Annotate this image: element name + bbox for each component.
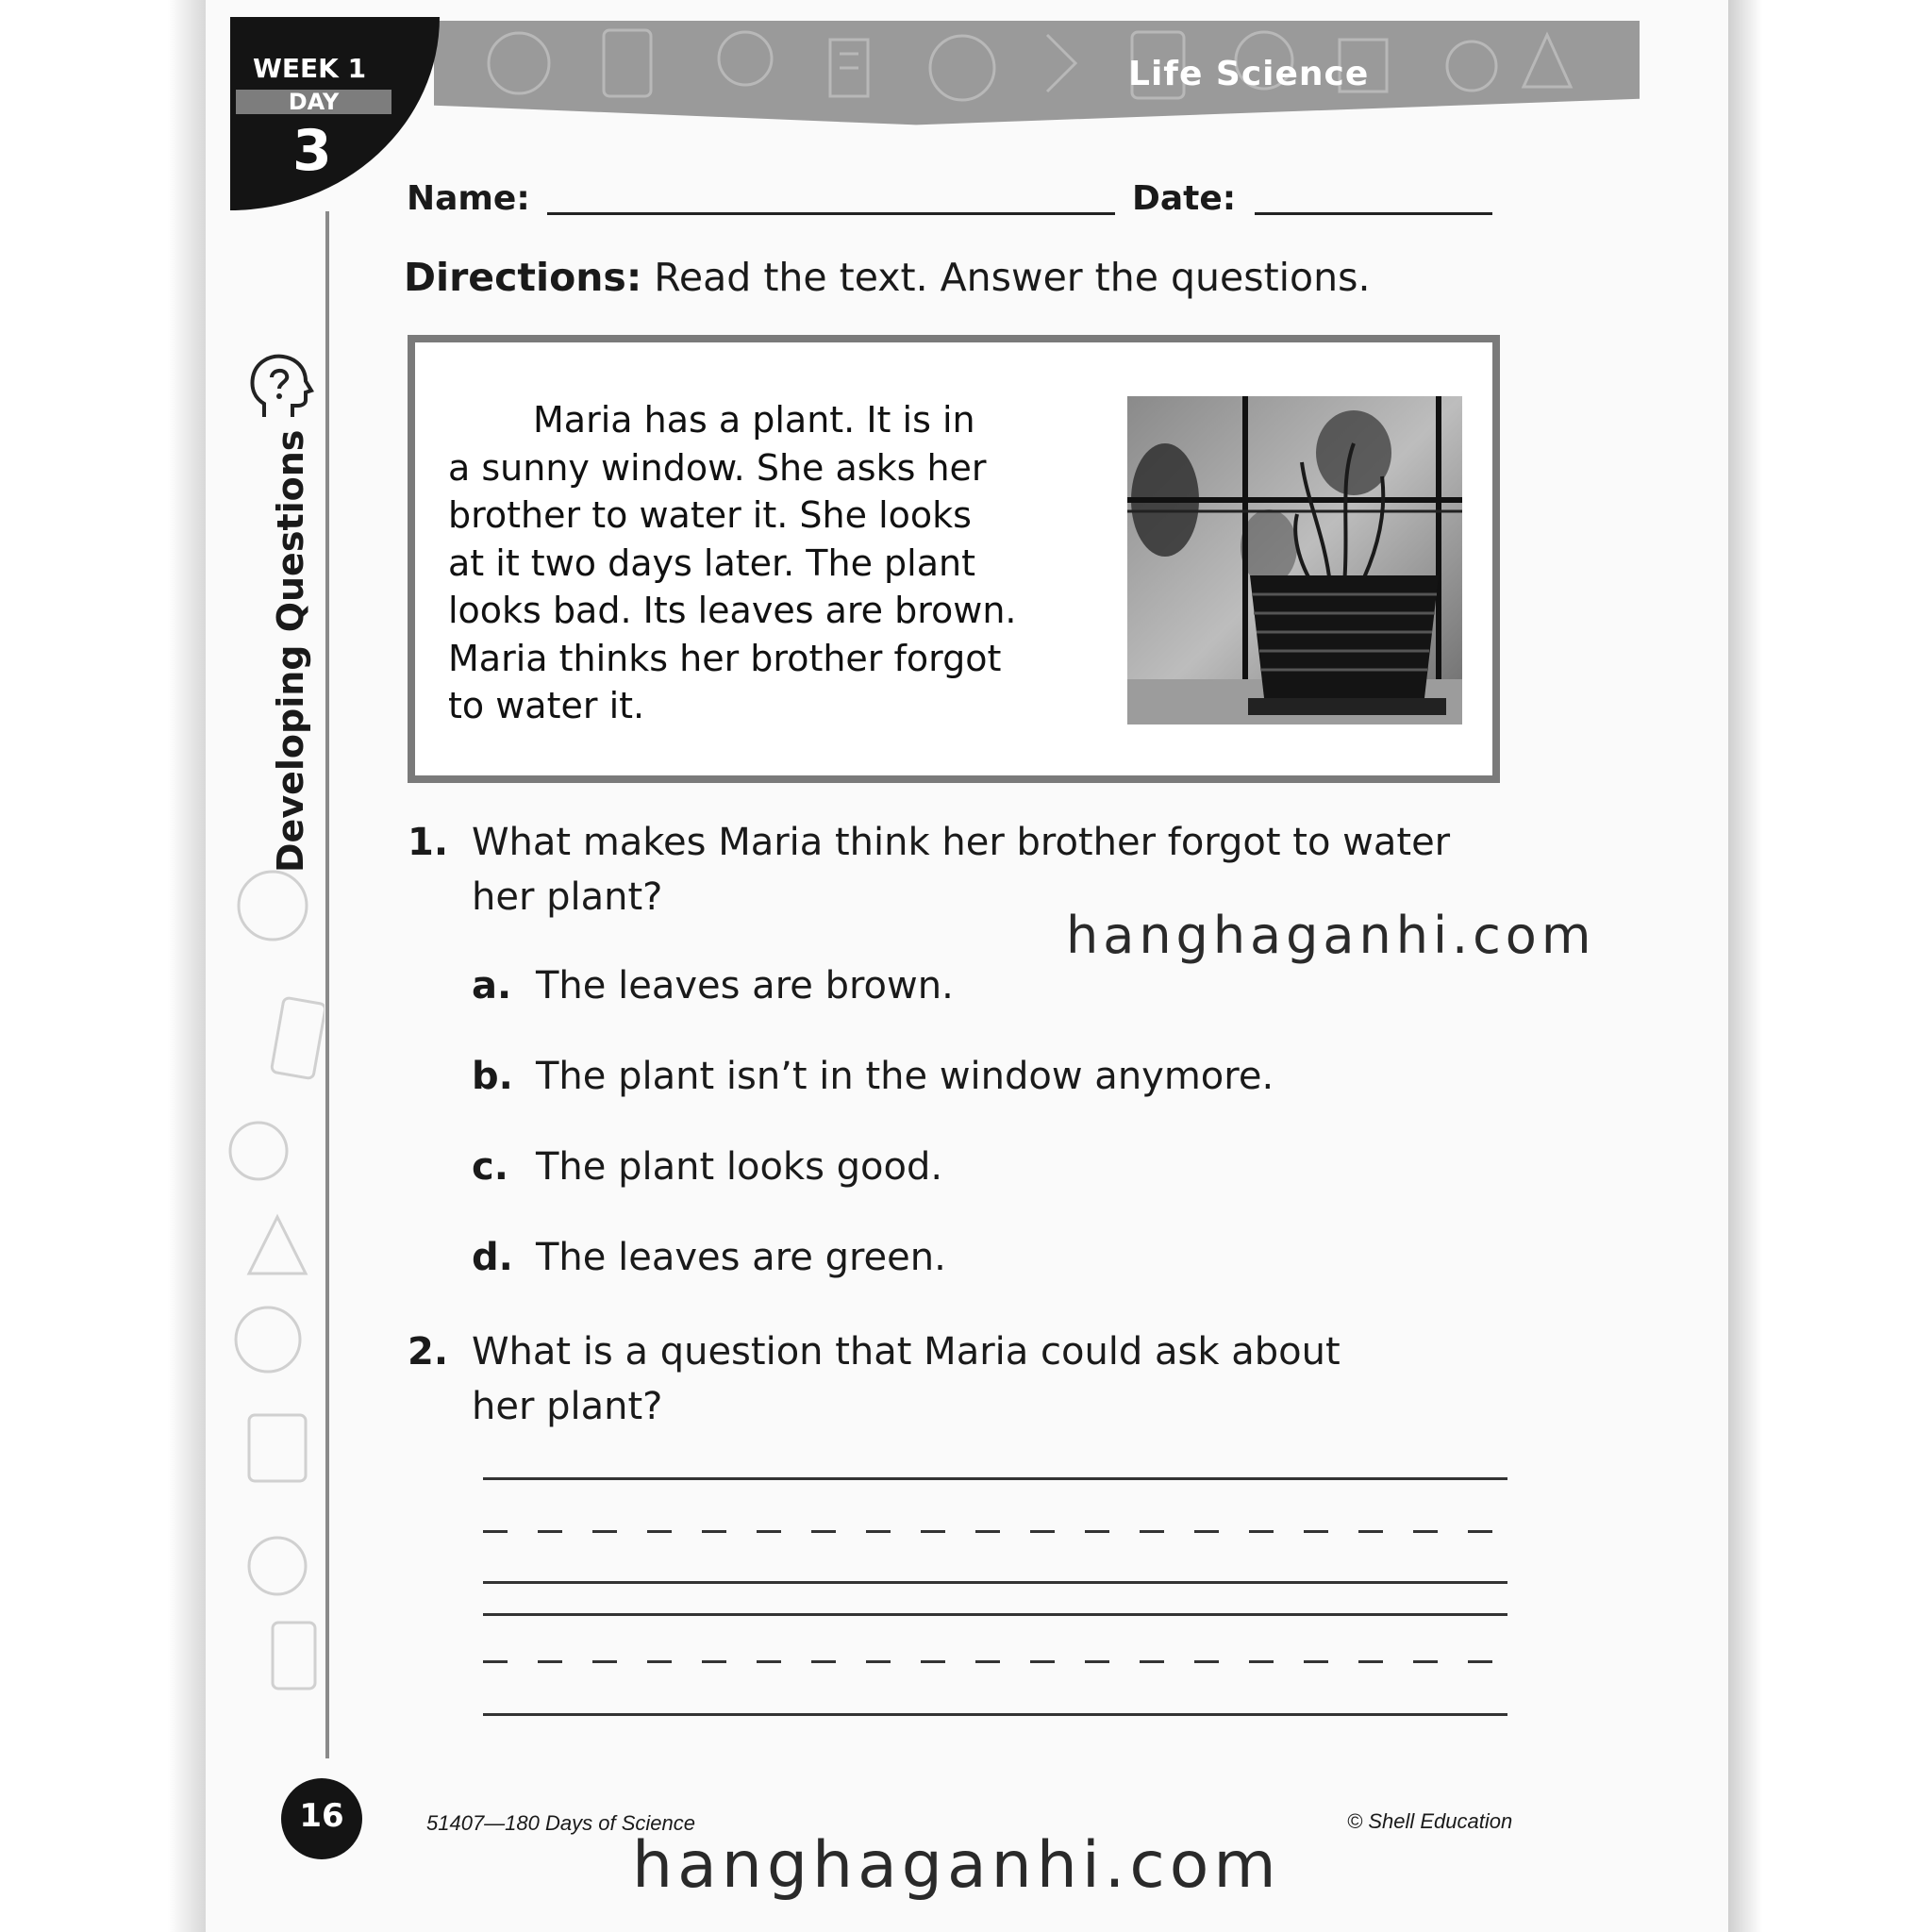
answer-line-base[interactable] <box>483 1581 1507 1584</box>
answer-line-top[interactable] <box>483 1477 1507 1480</box>
name-label: Name: <box>407 179 530 218</box>
option-d-letter[interactable]: d. <box>472 1236 513 1279</box>
name-field[interactable] <box>547 212 1115 215</box>
side-category-label: Developing Questions <box>270 429 311 873</box>
head-question-icon <box>243 351 319 430</box>
science-doodles-side-icon <box>221 849 325 1755</box>
question-1-number: 1. <box>408 821 449 864</box>
watermark-middle: hanghaganhi.com <box>1066 906 1596 965</box>
question-2-line: her plant? <box>472 1385 663 1428</box>
option-a-letter[interactable]: a. <box>472 964 512 1008</box>
passage-line: looks bad. Its leaves are brown. <box>448 590 1017 631</box>
question-1-line: her plant? <box>472 875 663 919</box>
date-field[interactable] <box>1255 212 1492 215</box>
passage-line: a sunny window. She asks her <box>448 446 987 489</box>
side-rule <box>325 211 329 1758</box>
week-label: WEEK 1 <box>253 53 367 84</box>
answer-line-dashed <box>483 1660 1507 1663</box>
question-2-text <box>472 1324 1341 1434</box>
directions-text: Read the text. Answer the questions. <box>654 255 1371 300</box>
question-2-line: What is a question that Maria could ask about <box>472 1330 1341 1374</box>
passage-line: brother to water it. She looks <box>448 494 972 536</box>
watermark-bottom: hanghaganhi.com <box>632 1828 1281 1903</box>
reading-passage <box>448 396 1099 730</box>
page-number: 16 <box>299 1797 344 1835</box>
question-2-number: 2. <box>408 1330 449 1374</box>
option-b-letter[interactable]: b. <box>472 1055 513 1098</box>
wilted-plant-photo <box>1127 396 1462 728</box>
passage-line: Maria has a plant. It is in <box>533 399 975 441</box>
subject-title: Life Science <box>1128 55 1370 93</box>
footer-copyright: © Shell Education <box>1347 1809 1513 1833</box>
footer-book-title: 51407—180 Days of Science <box>426 1811 695 1835</box>
question-1-line: What makes Maria think her brother forgot to water <box>472 821 1451 864</box>
option-a-text[interactable]: The leaves are brown. <box>536 964 954 1008</box>
page-shadow-left <box>168 0 208 1932</box>
passage-line: Maria thinks her brother forgot <box>448 637 1002 679</box>
answer-line-base[interactable] <box>483 1713 1507 1716</box>
option-b-text[interactable]: The plant isn’t in the window anymore. <box>536 1055 1274 1098</box>
answer-line-top[interactable] <box>483 1613 1507 1616</box>
option-c-letter[interactable]: c. <box>472 1145 508 1189</box>
page-shadow-right <box>1728 0 1762 1932</box>
date-label: Date: <box>1132 179 1237 218</box>
answer-line-dashed <box>483 1530 1507 1533</box>
option-d-text[interactable]: The leaves are green. <box>536 1236 946 1279</box>
directions-label: Directions: <box>404 255 642 300</box>
option-c-text[interactable]: The plant looks good. <box>536 1145 943 1189</box>
day-label: DAY <box>236 90 391 114</box>
day-number: 3 <box>292 118 332 184</box>
directions <box>404 255 1371 300</box>
passage-line: at it two days later. The plant <box>448 541 975 584</box>
passage-line: to water it. <box>448 685 645 726</box>
side-doodles <box>221 849 325 1758</box>
